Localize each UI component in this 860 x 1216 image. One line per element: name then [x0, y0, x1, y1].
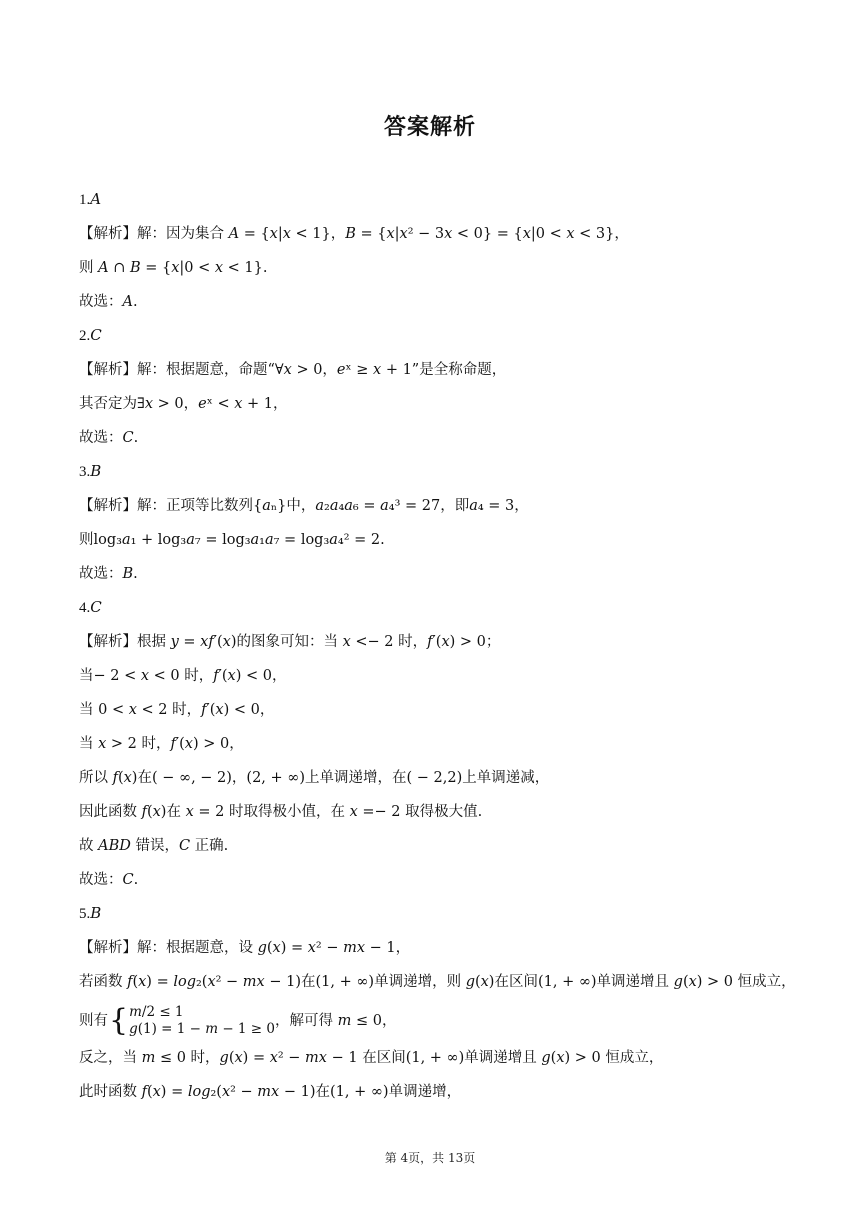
question-4-answer: 4.𝐶	[79, 600, 102, 616]
question-4-step-1: 当− 2 < 𝑥 < 0 时，𝑓′(𝑥) < 0，	[79, 668, 287, 684]
question-3-answer: 3.𝐵	[79, 464, 102, 480]
question-4-choice: 故选：𝐶.	[79, 872, 139, 888]
page-title: 答案解析	[383, 115, 476, 140]
question-4-step-5: 因此函数 𝑓(𝑥)在 𝑥 = 2 时取得极小值，在 𝑥 =− 2 取得极大值.	[79, 804, 483, 820]
system-row-1: 𝑚/2 ≤ 1	[129, 1004, 184, 1020]
left-brace-symbol: {	[109, 1004, 129, 1038]
question-3-choice: 故选：𝐵.	[79, 566, 138, 582]
question-2-choice: 故选：𝐶.	[79, 430, 139, 446]
question-4-analysis: 【解析】根据 𝑦 = 𝑥𝑓′(𝑥)的图象可知：当 𝑥 <− 2 时，𝑓′(𝑥) > 0；	[79, 634, 501, 650]
system-row-2: 𝑔(1) = 1 − 𝑚 − 1 ≥ 0	[129, 1021, 276, 1037]
inequality-system	[79, 1004, 396, 1038]
question-1-analysis: 【解析】解：因为集合 𝐴 = {𝑥|𝑥 < 1}，𝐵 = {𝑥|𝑥² − 3𝑥 < 0} = {𝑥|0 < 𝑥 < 3}，	[79, 226, 629, 242]
question-3-analysis: 【解析】解：正项等比数列{𝑎ₙ}中，𝑎₂𝑎₄𝑎₆ = 𝑎₄³ = 27，即𝑎₄ = 3，	[79, 498, 529, 514]
question-5-step-3: 此时函数 𝑓(𝑥) = 𝑙𝑜𝑔₂(𝑥² − 𝑚𝑥 − 1)在(1, + ∞)单调递增，	[79, 1084, 462, 1100]
system-suffix: ，解可得 𝑚 ≤ 0，	[275, 1013, 397, 1029]
question-5-step-1: 若函数 𝑓(𝑥) = 𝑙𝑜𝑔₂(𝑥² − 𝑚𝑥 − 1)在(1, + ∞)单调递增，则 𝑔(𝑥)在区间(1, + ∞)单调递增且 𝑔(𝑥) > 0 恒成立，	[79, 974, 796, 990]
question-5-answer: 5.𝐵	[79, 906, 102, 922]
question-4-step-2: 当 0 < 𝑥 < 2 时，𝑓′(𝑥) < 0，	[79, 702, 275, 718]
question-4-step-6: 故 𝐴𝐵𝐷 错误，𝐶 正确.	[79, 838, 229, 854]
question-2-analysis: 【解析】解：根据题意，命题“∀𝑥 > 0，𝑒ˣ ≥ 𝑥 + 1”是全称命题，	[79, 362, 507, 378]
question-1-step: 则 𝐴 ∩ 𝐵 = {𝑥|0 < 𝑥 < 1}.	[79, 260, 268, 276]
question-4-step-4: 所以 𝑓(𝑥)在( − ∞, − 2)，(2, + ∞)上单调递增，在( − 2,2)上单调递减，	[79, 770, 550, 786]
system-prefix: 则有	[79, 1013, 108, 1029]
question-5-analysis: 【解析】解：根据题意，设 𝑔(𝑥) = 𝑥² − 𝑚𝑥 − 1，	[79, 940, 411, 956]
question-4-step-3: 当 𝑥 > 2 时，𝑓′(𝑥) > 0，	[79, 736, 244, 752]
system-rows	[129, 1004, 275, 1038]
question-5-step-2: 反之，当 𝑚 ≤ 0 时，𝑔(𝑥) = 𝑥² − 𝑚𝑥 − 1 在区间(1, + ∞)单调递增且 𝑔(𝑥) > 0 恒成立，	[79, 1050, 664, 1066]
question-2-step: 其否定为∃𝑥 > 0，𝑒ˣ < 𝑥 + 1，	[79, 396, 288, 412]
question-5-inequality-system	[79, 1004, 799, 1046]
question-3-step: 则log₃𝑎₁ + log₃𝑎₇ = log₃𝑎₁𝑎₇ = log₃𝑎₄² = 2.	[79, 532, 385, 548]
page-footer: 第 4页，共 13页	[384, 1151, 476, 1165]
question-1-answer: 1.𝐴	[79, 192, 102, 208]
question-2-answer: 2.𝐶	[79, 328, 102, 344]
question-1-choice: 故选：𝐴.	[79, 294, 138, 310]
answer-explanations	[79, 188, 799, 1114]
